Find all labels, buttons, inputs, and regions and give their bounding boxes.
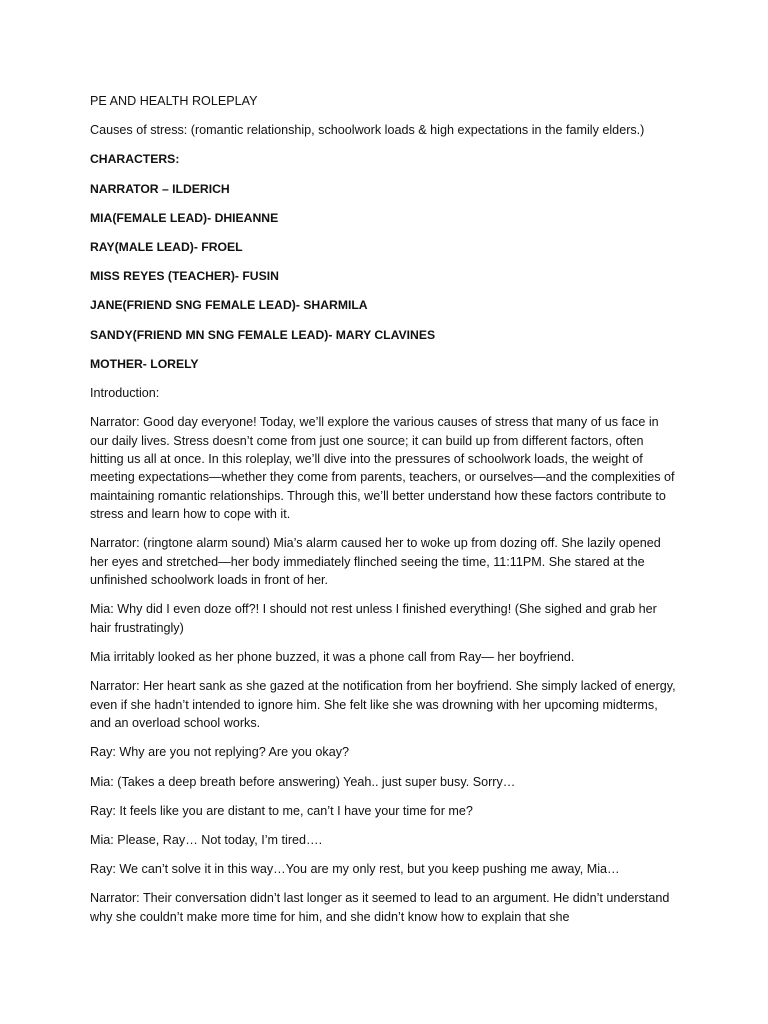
character-narrator: NARRATOR – ILDERICH [90,181,230,196]
character-miss-reyes: MISS REYES (TEACHER)- FUSIN [90,269,279,284]
paragraph: Narrator: Her heart sank as she gazed at the notification from her boyfriend. She simply lacked of energy, even if she hadn’t intended to ignore him. She felt like she was drowning with her upcoming midterms, and an overload school works. [90,679,676,731]
character-jane: JANE(FRIEND SNG FEMALE LEAD)- SHARMILA [90,298,368,313]
paragraph: Ray: It feels like you are distant to me, can’t I have your time for me? [90,803,473,818]
document-title: PE AND HEALTH ROLEPLAY [90,94,258,108]
paragraph: Mia: Why did I even doze off?! I should not rest unless I finished everything! (She sighed and grab her hair frustratingly) [90,602,657,635]
paragraph: Narrator: Their conversation didn’t last longer as it seemed to lead to an argument. He didn’t understand why she couldn’t make more time for him, and she didn’t know how to explain that she [90,891,670,924]
paragraph: Mia: Please, Ray… Not today, I’m tired…. [90,832,323,847]
paragraph: Mia: (Takes a deep breath before answering) Yeah.. just super busy. Sorry… [90,774,516,789]
characters-heading: CHARACTERS: [90,152,180,167]
paragraph: Ray: We can’t solve it in this way…You are my only rest, but you keep pushing me away, Mia… [90,862,620,877]
paragraph: Narrator: (ringtone alarm sound) Mia’s alarm caused her to woke up from dozing off. She lazily opened her eyes and stretched—her body immediately flinched seeing the time, 11:11PM. She stared at the unfinished schoolwork loads in front of her. [90,536,661,588]
character-ray: RAY(MALE LEAD)- FROEL [90,240,243,255]
character-mother: MOTHER- LORELY [90,356,199,371]
document-page [90,92,680,937]
introduction-heading: Introduction: [90,386,160,401]
causes-of-stress: Causes of stress: (romantic relationship, schoolwork loads & high expectations in the family elders.) [90,123,645,138]
paragraph: Narrator: Good day everyone! Today, we’ll explore the various causes of stress that many of us face in our daily lives. Stress doesn’t come from just one source; it can build up from different factors, often hitting us all at once. In this roleplay, we’ll dive into the pressures of schoolwork loads, the weight of meeting expectations—whether they come from parents, teachers, or ourselves—and the complexities of maintaining romantic relationships. Through this, we’ll better understand how these factors contribute to stress and learn how to cope with it. [90,415,675,522]
paragraph: Ray: Why are you not replying? Are you okay? [90,745,350,760]
character-sandy: SANDY(FRIEND MN SNG FEMALE LEAD)- MARY CLAVINES [90,327,436,342]
character-mia: MIA(FEMALE LEAD)- DHIEANNE [90,210,279,225]
paragraph: Mia irritably looked as her phone buzzed, it was a phone call from Ray— her boyfriend. [90,650,575,665]
